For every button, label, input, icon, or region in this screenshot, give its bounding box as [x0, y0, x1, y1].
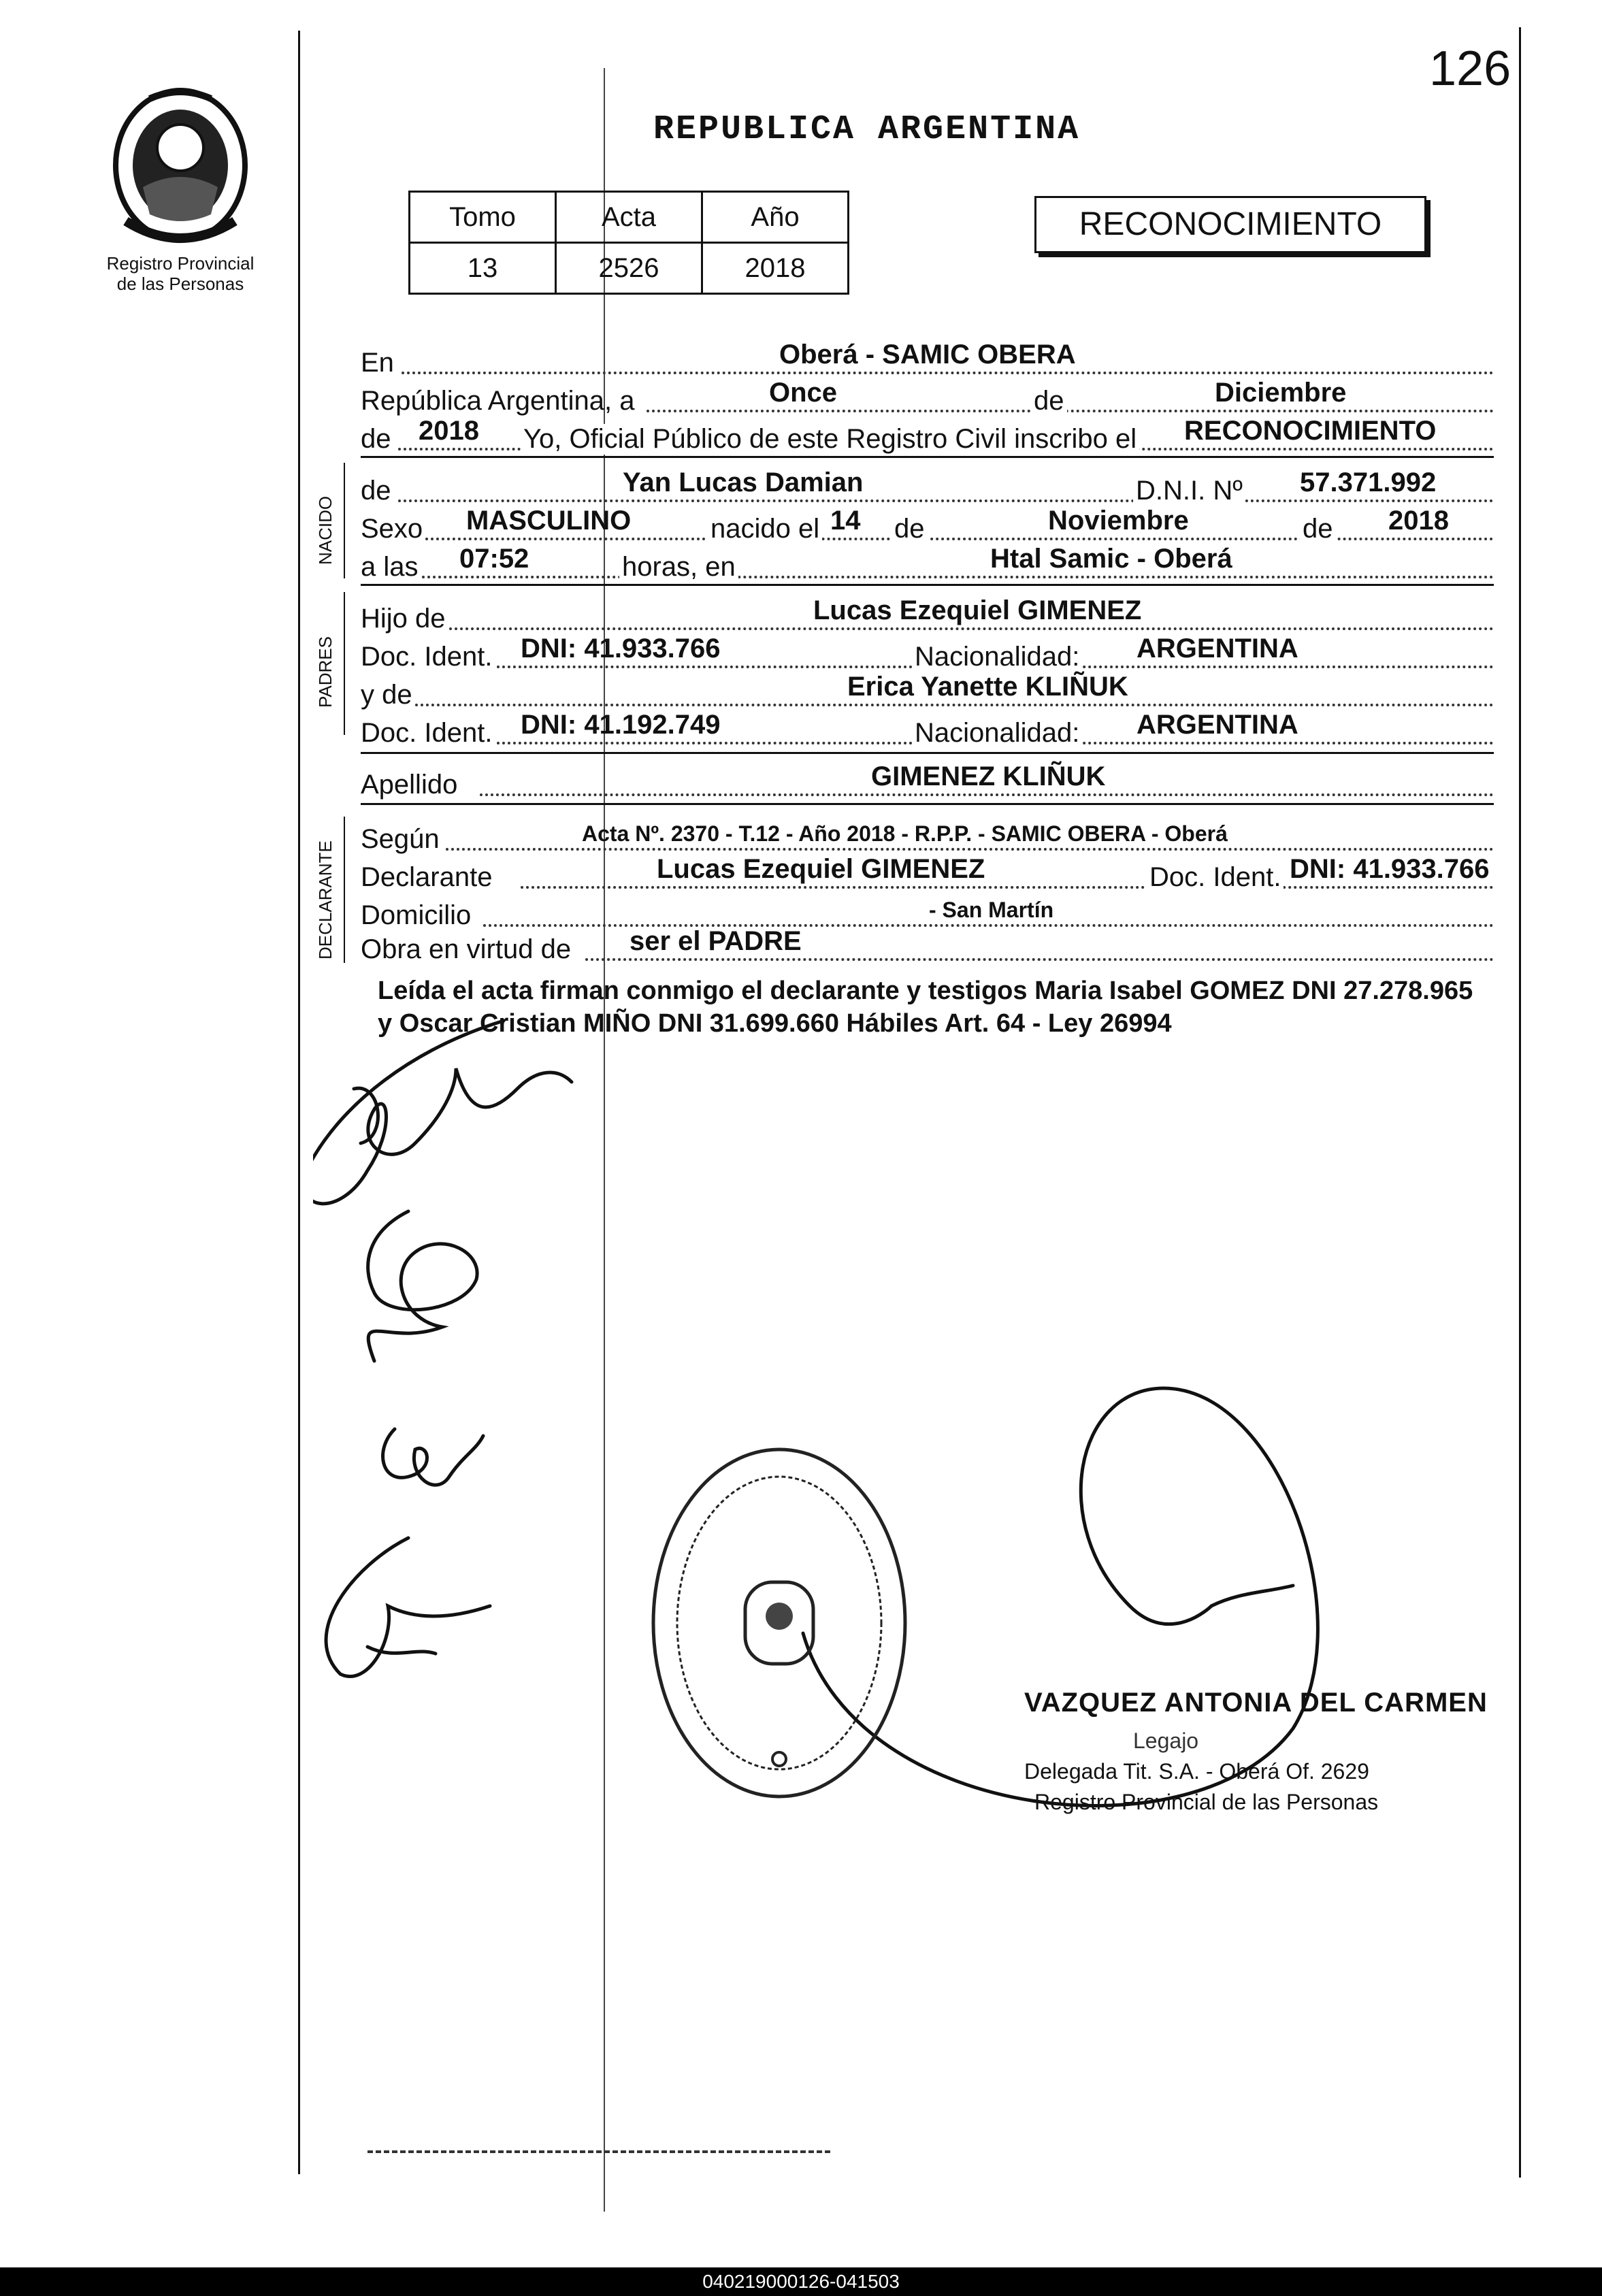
horas-label: horas, en: [619, 552, 738, 583]
domicilio-label: Domicilio: [361, 900, 472, 930]
birth-place: Htal Samic - Oberá: [990, 544, 1232, 574]
nacido-side-label: NACIDO: [315, 495, 336, 565]
record-table: [408, 191, 849, 295]
year-value: 2018: [419, 416, 479, 446]
signature-witness-3: [326, 1538, 490, 1677]
dotted-line: [402, 372, 1494, 374]
row-republica: [361, 378, 1494, 416]
document-title: REPUBLICA ARGENTINA: [653, 110, 1081, 149]
header-acta: Acta: [556, 192, 702, 243]
header-tomo: Tomo: [410, 192, 556, 243]
child-name: Yan Lucas Damian: [623, 468, 864, 497]
obra-value: ser el PADRE: [630, 926, 802, 956]
row-segun: [361, 817, 1494, 855]
section-rule: [361, 803, 1494, 805]
declarante-doc: DNI: 41.933.766: [1290, 854, 1490, 884]
row-mother-doc: [361, 710, 1494, 749]
sexo-label: Sexo: [361, 514, 423, 544]
sexo-value: MASCULINO: [466, 506, 632, 536]
mother-name: Erica Yanette KLIÑUK: [847, 672, 1128, 702]
month-value: Diciembre: [1215, 378, 1347, 408]
segun-label: Según: [361, 824, 440, 854]
nacionalidad-label: Nacionalidad:: [912, 718, 1082, 749]
row-hijo-de: [361, 596, 1494, 634]
row-domicilio: [361, 893, 1494, 931]
declarante-name: Lucas Ezequiel GIMENEZ: [657, 854, 985, 884]
y-de-label: y de: [361, 680, 412, 710]
day-value: Once: [769, 378, 838, 408]
row-en: [361, 340, 1494, 378]
declarante-side-label: DECLARANTE: [315, 840, 336, 960]
value-acta: 2526: [556, 243, 702, 294]
obra-label: Obra en virtud de: [361, 934, 572, 964]
republica-label: República Argentina, a: [361, 386, 635, 416]
father-doc: DNI: 41.933.766: [521, 634, 721, 663]
birth-year: 2018: [1388, 506, 1449, 536]
apellido-value: GIMENEZ KLIÑUK: [871, 761, 1106, 791]
segun-value: Acta Nº. 2370 - T.12 - Año 2018 - R.P.P. - SAMIC OBERA - Oberá: [582, 821, 1228, 846]
dotted-line: [480, 793, 1494, 796]
signature-declarante: [313, 1021, 572, 1204]
dni-label: D.N.I. Nº: [1133, 476, 1245, 506]
signature-witness-2: [383, 1429, 483, 1485]
section-bracket: [344, 592, 345, 735]
child-dni: 57.371.992: [1300, 468, 1437, 497]
header-anio: Año: [702, 192, 849, 243]
inscribo-text: Yo, Oficial Público de este Registro Civil inscribo el: [521, 424, 1139, 455]
domicilio-value: - San Martín: [929, 898, 1054, 922]
signature-witness-1: [368, 1211, 477, 1361]
doc-label: Doc. Ident.: [361, 642, 493, 672]
value-anio: 2018: [702, 243, 849, 294]
de-label: de: [1031, 386, 1067, 416]
page-number: 126: [1429, 42, 1511, 96]
footer-code: 040219000126-041503: [0, 2267, 1602, 2296]
misiones-coat-of-arms-logo: [102, 85, 259, 252]
value-tomo: 13: [410, 243, 556, 294]
row-nacido-name: [361, 468, 1494, 506]
section-rule: [361, 752, 1494, 754]
section-rule: [361, 456, 1494, 458]
dotted-line: [422, 576, 1494, 578]
logo-caption-line1: Registro Provincial: [106, 253, 255, 274]
section-rule: [361, 584, 1494, 586]
de-label: de: [892, 514, 928, 544]
birth-day: 14: [830, 506, 861, 536]
official-title: Delegada Tit. S.A. - Oberá Of. 2629: [1024, 1759, 1369, 1784]
mother-nationality: ARGENTINA: [1137, 710, 1298, 740]
right-margin-line: [1519, 27, 1521, 2178]
row-nacido-hora: [361, 544, 1494, 583]
section-bracket: [344, 817, 345, 963]
dotted-line: [398, 499, 1494, 502]
doc-label: Doc. Ident.: [361, 718, 493, 748]
official-name: VAZQUEZ ANTONIA DEL CARMEN: [1024, 1688, 1488, 1718]
father-nationality: ARGENTINA: [1137, 634, 1298, 663]
birth-time: 07:52: [459, 544, 529, 574]
act-type-box: RECONOCIMIENTO: [1034, 196, 1426, 253]
official-legajo: Legajo: [1133, 1728, 1199, 1753]
row-declarante: [361, 855, 1494, 893]
padres-side-label: PADRES: [315, 636, 336, 708]
father-name: Lucas Ezequiel GIMENEZ: [813, 595, 1142, 625]
nacionalidad-label: Nacionalidad:: [912, 642, 1082, 672]
logo-caption: [71, 253, 289, 294]
doc-label: Doc. Ident.: [1147, 862, 1284, 893]
en-label: En: [361, 348, 394, 378]
a-las-label: a las: [361, 552, 419, 582]
birth-month: Noviembre: [1048, 506, 1189, 536]
row-nacido-sexo: [361, 506, 1494, 544]
section-bracket: [344, 463, 345, 578]
row-obra: [361, 927, 1494, 965]
de-label: de: [361, 476, 391, 506]
official-seal: [643, 1439, 915, 1807]
dotted-line: [415, 704, 1494, 706]
dotted-line: [647, 410, 1494, 412]
row-y-de: [361, 672, 1494, 710]
mother-doc: DNI: 41.192.749: [521, 710, 721, 740]
row-father-doc: [361, 634, 1494, 672]
left-margin-line: [298, 31, 300, 2174]
nacido-label: nacido el: [708, 514, 822, 544]
declarante-label: Declarante: [361, 862, 493, 892]
de-label: de: [1300, 514, 1336, 544]
row-apellido: [361, 762, 1494, 800]
dotted-line: [449, 627, 1494, 630]
bottom-dashed-line: [367, 2150, 830, 2153]
dotted-line: [521, 886, 1494, 889]
logo-caption-line2: de las Personas: [116, 274, 244, 294]
closing-paragraph: Leída el acta firman conmigo el declarante y testigos Maria Isabel GOMEZ DNI 27.278.965 y Oscar Cristian MIÑO DNI 31.699.660 Hábiles Art. 64 - Ley 26994: [378, 977, 1473, 1038]
year-prefix: de: [361, 424, 391, 454]
official-registry: Registro Provincial de las Personas: [1034, 1790, 1379, 1814]
hijo-label: Hijo de: [361, 604, 446, 634]
dotted-line: [446, 848, 1494, 851]
en-value: Oberá - SAMIC OBERA: [779, 340, 1076, 370]
apellido-label: Apellido: [361, 770, 458, 800]
dotted-line: [585, 958, 1494, 961]
row-inscribo: [361, 416, 1494, 455]
inscribo-value: RECONOCIMIENTO: [1184, 416, 1437, 446]
